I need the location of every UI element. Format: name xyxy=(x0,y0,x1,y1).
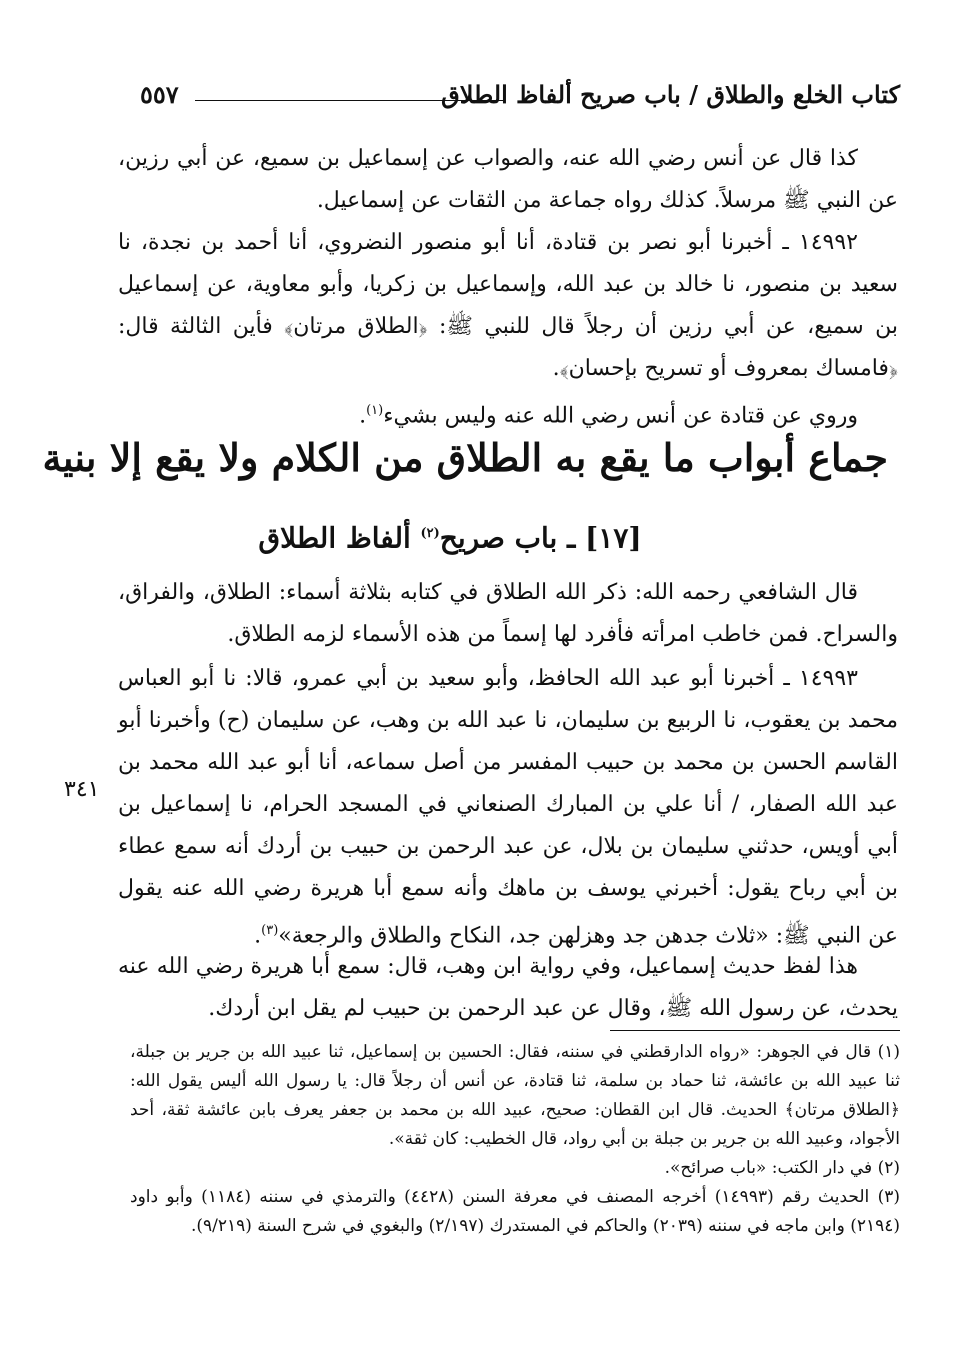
footnote-ref-3: (٣) xyxy=(261,923,279,938)
paragraph-6-text: هذا لفظ حديث إسماعيل، وفي رواية ابن وهب، قال: سمع أبا هريرة رضي الله عنه يحدث، عن رسول الله ﷺ، وقال عن عبد الرحمن بن حبيب لم يقل ابن أردك. xyxy=(118,954,898,1021)
chapter-heading-part-b: ألفاظ الطلاق xyxy=(258,521,411,555)
paragraph-6 xyxy=(118,946,898,1030)
paragraph-1-text: كذا قال عن أنس رضي الله عنه، والصواب عن إسماعيل بن سميع، عن أبي رزين، عن النبي ﷺ مرسلاً. كذلك رواه جماعة من الثقات عن إسماعيل. xyxy=(118,146,898,213)
hadith-14992 xyxy=(118,222,898,390)
paragraph-3-text: وروي عن قتادة عن أنس رضي الله عنه وليس بشيء xyxy=(383,403,858,429)
footnote-ref-1: (١) xyxy=(366,403,384,418)
hadith-14993-text: ١٤٩٩٣ ـ أخبرنا أبو عبد الله الحافظ، وأبو سعيد بن أبي عمرو، قالا: نا أبو العباس محمد بن يعقوب، نا الربيع بن سليمان، نا عبد الله بن وهب، عن سليمان (ح) وأخبرنا أبو القاسم الحسن بن محمد بن حبيب المفسر من أصل سماعه، أنا أبو عبد الله محمد بن عبد الله الصفار، / أنا علي بن المبارك الصنعاني في المسجد الحرام، نا إسماعيل بن أبي أويس، حدثني سليمان بن بلال، عن عبد الرحمن بن حبيب بن أردك أنه سمع عطاء بن أبي رباح يقول: أخبرني يوسف بن ماهك وأنه سمع أبا هريرة رضي الله عنه يقول عن النبي ﷺ: «ثلاث جدهن جد وهزلهن جد، النكاح والطلاق والرجعة» xyxy=(118,666,899,949)
hadith-14992-text: ١٤٩٩٢ ـ أخبرنا أبو نصر بن قتادة، أنا أبو منصور النضروي، أنا أحمد بن نجدة، نا سعيد بن منصور، نا خالد بن عبد الله، وإسماعيل بن زكريا، وأبو معاوية، عن إسماعيل بن سميع، عن أبي رزين أن رجلاً قال للنبي ﷺ: ﴿الطلاق مرتان﴾ فأين الثالثة قال: ﴿فامساك بمعروف أو تسريح بإحسان﴾. xyxy=(118,230,898,381)
running-header xyxy=(140,80,900,116)
chapter-heading-part-a: [١٧] ـ باب صريح xyxy=(439,521,642,555)
page-number: ٥٥٧ xyxy=(140,80,179,109)
hadith-14993-line: ١٤٩٩٣ ـ أخبرنا أبو عبد الله الحافظ، وأبو سعيد بن أبي عمرو، قالا: نا أبو العباس محمد بن يعقوب، نا الربيع بن سليمان، نا عبد الله بن وهب، عن سليمان (ح) وأخبرنا أبو القاسم الحسن بن محمد بن حبيب المفسر من أصل سماعه، أنا أبو عبد الله محمد بن عبد الله الصفار، / أنا علي بن المبارك الصنعاني في المسجد الحرام، نا إسماعيل بن أبي أويس، حدثني سليمان بن بلال، عن عبد الرحمن بن حبيب بن أردك أنه سمع عطاء بن أبي رباح يقول: أخبرني يوسف بن ماهك وأنه سمع أبا هريرة رضي الله عنه يقول عن النبي ﷺ: «ثلاث جدهن جد وهزلهن جد، النكاح والطلاق والرجعة»$^{(٣)}$. xyxy=(118,666,899,949)
paragraph-1 xyxy=(118,138,898,222)
footnote-separator xyxy=(610,1030,900,1031)
footnote-2: (٢) في دار الكتب: «باب صرائح». xyxy=(664,1158,900,1178)
footnote-ref-2: (٢) xyxy=(420,526,440,541)
section-heading: جماع أبواب ما يقع به الطلاق من الكلام ولا يقع إلا بنية xyxy=(42,435,888,480)
hadith-14993 xyxy=(118,658,898,957)
footnote-1: (١) قال في الجوهر: «رواه الدارقطني في سننه، فقال: الحسين بن إسماعيل، ثنا عبيد الله بن جرير بن جبلة، ثنا عبيد الله بن عائشة، ثنا حماد بن سلمة، ثنا قتادة، عن أنس أن رجلاً قال: يا رسول الله أليس يقول الله: ﴿الطلاق مرتان﴾ الحديث. قال ابن القطان: صحيح، عبيد الله بن محمد بن جعفر يعرف بابن عائشة ثقة، أحد الأجواد، وعبيد الله بن جرير بن جبلة بن أبي رواد، قال الخطيب: كان ثقة». xyxy=(130,1042,900,1149)
chapter-heading xyxy=(200,512,700,560)
shafii-quote xyxy=(118,572,898,656)
margin-volume-page: ٣٤١ xyxy=(64,777,100,802)
header-title: كتاب الخلع والطلاق / باب صريح ألفاظ الطلاق xyxy=(441,80,900,109)
header-rule xyxy=(195,100,505,101)
footnote-3: (٣) الحديث رقم (١٤٩٩٣) أخرجه المصنف في معرفة السنن (٤٤٢٨) والترمذي في سننه (١١٨٤) وأبو داود (٢١٩٤) وابن ماجه في سننه (٢٠٣٩) والحاكم في المستدرك (٢/١٩٧) والبغوي في شرح السنة (٩/٢١٩). xyxy=(130,1187,900,1236)
shafii-quote-text: قال الشافعي رحمه الله: ذكر الله الطلاق في كتابه بثلاثة أسماء: الطلاق، والفراق، والسراح. فمن خاطب امرأته فأفرد لها إسماً من هذه الأسماء لزمه الطلاق. xyxy=(118,580,898,647)
paragraph-3-line: وروي عن قتادة عن أنس رضي الله عنه وليس بشيء$^{(١)}$. xyxy=(359,403,858,429)
